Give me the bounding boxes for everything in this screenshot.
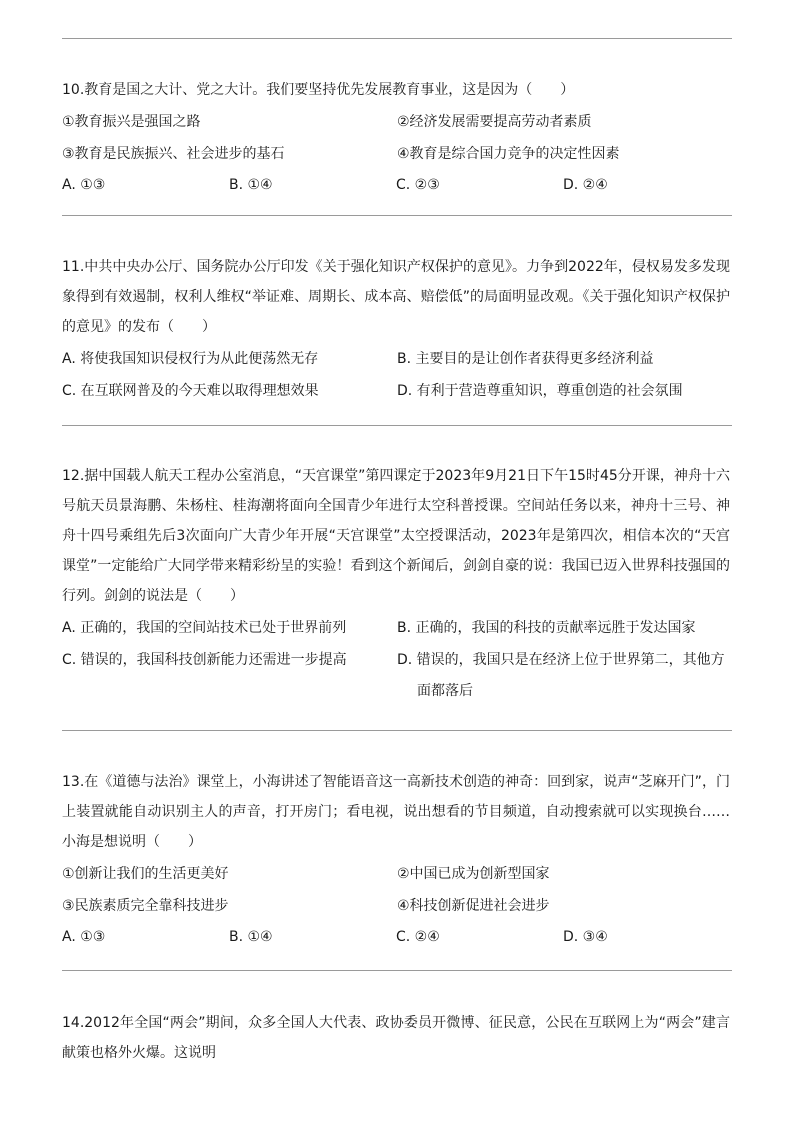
choice-d-continued: 面都落后 xyxy=(417,683,473,699)
choice-d: D. ③④ xyxy=(563,929,608,945)
question-stem: 10.教育是国之大计、党之大计。我们要坚持优先发展教育事业，这是因为（ ） xyxy=(62,82,575,98)
statement-item: ③民族素质完全靠科技进步 xyxy=(62,898,229,914)
question-stem: 11.中共中央办公厅、国务院办公厅印发《关于强化知识产权保护的意见》。力争到2022年，侵权易发多发现象得到有效遏制，权利人维权“举证难、周期长、成本高、赔偿低”的局面明显改观。《关于强化知识产权保护的意见》的发布（ ） xyxy=(62,259,730,335)
question-stem: 12.据中国载人航天工程办公室消息，“天宫课堂”第四课定于2023年9月21日下午15时45分开课，神舟十六号航天员景海鹏、朱杨柱、桂海潮将面向全国青少年进行太空科普授课。空间站任务以来，神舟十三号、神舟十四号乘组先后3次面向广大青少年开展“天宫课堂”太空授课活动，2023年是第四次，相信本次的“天宫课堂”一定能给广大同学带来精彩纷呈的实验！看到这个新闻后，剑剑自豪的说：我国已迈入世界科技强国的行列。剑剑的说法是（ ） xyxy=(62,468,730,604)
divider xyxy=(62,38,732,39)
statement-item: ②经济发展需要提高劳动者素质 xyxy=(397,114,592,130)
question-stem: 13.在《道德与法治》课堂上，小海讲述了智能语音这一高新技术创造的神奇：回到家，说声“芝麻开门”，门上装置就能自动识别主人的声音，打开房门；看电视，说出想看的节目频道，自动搜索就可以实现换台……小海是想说明（ ） xyxy=(62,774,730,850)
statement-item: ④科技创新促进社会进步 xyxy=(397,898,550,914)
choice-a: A. 将使我国知识侵权行为从此便荡然无存 xyxy=(62,351,319,367)
divider xyxy=(62,970,732,971)
choice-a: A. ①③ xyxy=(62,929,106,945)
choice-a: A. ①③ xyxy=(62,177,106,193)
choice-b: B. ①④ xyxy=(229,929,273,945)
statement-item: ②中国已成为创新型国家 xyxy=(397,866,550,882)
choice-c: C. ②④ xyxy=(396,929,440,945)
question-13 xyxy=(62,767,730,953)
choice-d: D. 有利于营造尊重知识，尊重创造的社会氛围 xyxy=(397,383,683,399)
choice-c: C. 在互联网普及的今天难以取得理想效果 xyxy=(62,383,319,399)
statement-item: ④教育是综合国力竞争的决定性因素 xyxy=(397,146,620,162)
choice-d: D. 错误的，我国只是在经济上位于世界第二，其他方 xyxy=(397,652,725,668)
statement-item: ①教育振兴是强国之路 xyxy=(62,114,201,130)
statement-item: ①创新让我们的生活更美好 xyxy=(62,866,229,882)
statement-item: ③教育是民族振兴、社会进步的基石 xyxy=(62,146,285,162)
choice-a: A. 正确的，我国的空间站技术已处于世界前列 xyxy=(62,620,347,636)
divider xyxy=(62,425,732,426)
question-11 xyxy=(62,252,730,406)
choice-d: D. ②④ xyxy=(563,177,608,193)
question-10 xyxy=(62,75,730,201)
question-14 xyxy=(62,1008,730,1068)
divider xyxy=(62,730,732,731)
choice-c: C. 错误的，我国科技创新能力还需进一步提高 xyxy=(62,652,347,668)
choice-b: B. ①④ xyxy=(229,177,273,193)
question-stem: 14.2012年全国“两会”期间，众多全国人大代表、政协委员开微博、征民意，公民在互联网上为“两会”建言献策也格外火爆。这说明 xyxy=(62,1015,730,1061)
choice-c: C. ②③ xyxy=(396,177,440,193)
choice-b: B. 主要目的是让创作者获得更多经济利益 xyxy=(397,351,654,367)
choice-b: B. 正确的，我国的科技的贡献率远胜于发达国家 xyxy=(397,620,696,636)
question-12 xyxy=(62,461,730,707)
divider xyxy=(62,215,732,216)
